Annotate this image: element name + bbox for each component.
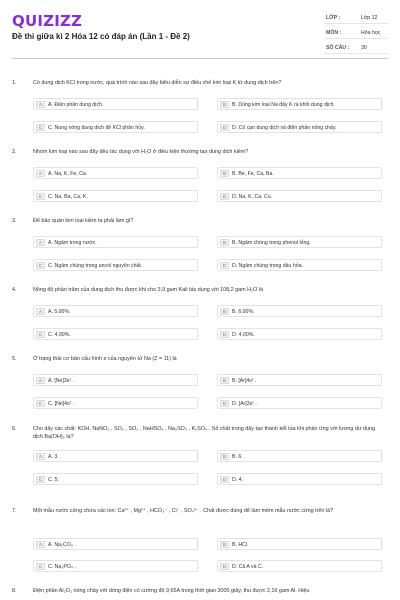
question-text: Cho dãy các chất: KOH, NaNO₃ , SO₂ , SO₃ , NaHSO₄ , Na₂SO₃ , K₂SO₄ . Số chất trong dãy tạo thành kết tủa khi phản ứng với lượng dư dung dịch Ba(OH)₂ là?: [33, 426, 375, 440]
option-text: C. Na₃PO₄ .: [48, 564, 76, 570]
option-letter: C: [36, 193, 45, 200]
option-c[interactable]: [33, 121, 198, 133]
option-b[interactable]: [217, 374, 382, 386]
option-text: D. [Ar]3s¹ .: [232, 401, 257, 407]
meta-row-count: [324, 42, 388, 54]
option-text: B. Be, Fe, Ca, Ba.: [232, 171, 274, 177]
option-d[interactable]: [217, 121, 382, 133]
option-a[interactable]: [33, 305, 198, 317]
option-text: A. 5,00%.: [48, 309, 71, 315]
option-text: D. Ngâm chúng trong dầu hỏa.: [232, 263, 303, 269]
option-text: B. 6,00%.: [232, 309, 255, 315]
option-text: A. Na, K, Fe, Ca.: [48, 171, 88, 177]
meta-key: SỐ CÂU :: [326, 45, 350, 51]
option-c[interactable]: [33, 328, 198, 340]
option-text: A. Điện phân dung dịch.: [48, 102, 104, 108]
option-text: B. 6.: [232, 454, 243, 460]
option-text: D. Cả A và C.: [232, 564, 264, 570]
option-text: C. Ngâm chúng trong ancol nguyên chất.: [48, 263, 143, 269]
question-text: Để bảo quản kim loại kiềm ta phải làm gì?: [33, 218, 134, 224]
option-letter: C: [36, 400, 45, 407]
option-c[interactable]: [33, 259, 198, 271]
option-letter: A: [36, 101, 45, 108]
option-text: B. Ngâm chúng trong phenol lỏng.: [232, 240, 311, 246]
option-b[interactable]: [217, 305, 382, 317]
option-letter: B: [220, 377, 229, 384]
option-d[interactable]: [217, 397, 382, 409]
option-a[interactable]: [33, 98, 198, 110]
meta-row-subject: [324, 27, 388, 39]
option-letter: B: [220, 101, 229, 108]
option-letter: C: [36, 331, 45, 338]
option-letter: D: [220, 476, 229, 483]
option-text: D. Cô cạn dung dịch và điện phân nóng chảy.: [232, 125, 337, 131]
meta-row-class: [324, 12, 388, 24]
option-a[interactable]: [33, 450, 198, 462]
header-divider: [12, 58, 388, 59]
option-b[interactable]: [217, 236, 382, 248]
quizizz-logo: QUIZIZZ: [12, 12, 83, 30]
option-letter: A: [36, 308, 45, 315]
question-number: 4.: [12, 287, 17, 293]
option-letter: A: [36, 541, 45, 548]
option-letter: B: [220, 453, 229, 460]
option-c[interactable]: [33, 560, 198, 572]
option-letter: C: [36, 262, 45, 269]
meta-value: Hóa học: [361, 30, 381, 36]
option-a[interactable]: [33, 167, 198, 179]
question-number: 2.: [12, 149, 17, 155]
question-number: 1.: [12, 80, 17, 86]
question-text: Nồng độ phần trăm của dung dịch thu được khi cho 3,9 gam Kali tác dụng với 108,2 gam H₂O là: [33, 287, 264, 293]
meta-key: MÔN :: [326, 30, 342, 36]
option-text: C. [Ne]4s¹ .: [48, 401, 75, 407]
question-text: Ở trạng thái cơ bản cấu hình e của nguyên tử Na (Z = 11) là: [33, 356, 177, 362]
option-letter: B: [220, 308, 229, 315]
option-text: D. 4,00%.: [232, 332, 255, 338]
option-text: D. 4.: [232, 477, 243, 483]
question-number: 7.: [12, 508, 17, 514]
option-c[interactable]: [33, 397, 198, 409]
option-letter: A: [36, 377, 45, 384]
option-letter: D: [220, 262, 229, 269]
option-text: A. Na₂CO₃ .: [48, 542, 76, 548]
option-a[interactable]: [33, 236, 198, 248]
option-d[interactable]: [217, 328, 382, 340]
option-d[interactable]: [217, 560, 382, 572]
option-text: A. [Ne]3s¹ .: [48, 378, 74, 384]
option-c[interactable]: [33, 190, 198, 202]
option-letter: A: [36, 239, 45, 246]
question-text: Có dung dịch KCl trong nước, quá trình nào sau đây biểu diễn sự điều chế kim loại K từ dung dịch trên?: [33, 80, 282, 86]
option-letter: A: [36, 453, 45, 460]
option-letter: D: [220, 193, 229, 200]
question-text: Nhóm kim loại nào sau đây đều tác dụng với H₂O ở điều kiện thường tạo dung dịch kiềm?: [33, 149, 249, 155]
option-text: C. 5.: [48, 477, 59, 483]
option-text: B. [Ar]4s¹ .: [232, 378, 257, 384]
option-a[interactable]: [33, 374, 198, 386]
option-text: A. 3.: [48, 454, 59, 460]
option-b[interactable]: [217, 538, 382, 550]
option-letter: D: [220, 563, 229, 570]
option-letter: C: [36, 476, 45, 483]
option-letter: C: [36, 124, 45, 131]
option-text: C. 4,99%.: [48, 332, 71, 338]
meta-value: 30: [361, 45, 367, 51]
meta-value: Lớp 12: [361, 15, 378, 21]
option-letter: D: [220, 331, 229, 338]
option-letter: B: [220, 541, 229, 548]
option-d[interactable]: [217, 473, 382, 485]
option-text: D. Na, K, Ca, Cu.: [232, 194, 273, 200]
option-b[interactable]: [217, 167, 382, 179]
question-number: 8.: [12, 588, 17, 594]
option-d[interactable]: [217, 259, 382, 271]
option-text: A. Ngâm trong nước.: [48, 240, 97, 246]
option-text: B. Dùng kim loại Na đẩy K ra khỏi dung dịch.: [232, 102, 335, 108]
question-number: 5.: [12, 356, 17, 362]
option-c[interactable]: [33, 473, 198, 485]
option-letter: B: [220, 239, 229, 246]
page-title: Đề thi giữa kì 2 Hóa 12 có đáp án (Lần 1 - Đề 2): [12, 32, 190, 41]
question-number: 3.: [12, 218, 17, 224]
option-letter: C: [36, 563, 45, 570]
question-text: Một mẫu nước cứng chứa các ion: Ca²⁺ , Mg²⁺ , HCO₃⁻ , Cl⁻ , SO₄²⁻ . Chất được dùng để làm mềm mẫu nước cứng trên là?: [33, 508, 334, 514]
meta-key: LỚP :: [326, 15, 341, 21]
question-text: Điện phân Al₂O₃ nóng chảy với dòng điện có cường độ 9,65A trong thời gian 3000 giây, thu được 2,16 gam Al. Hiệu: [33, 588, 310, 594]
option-letter: A: [36, 170, 45, 177]
option-text: C. Nung nóng dung dịch để KCl phân hủy.: [48, 125, 145, 131]
option-text: B. HCl.: [232, 542, 249, 548]
question-number: 6.: [12, 426, 17, 432]
option-text: C. Na, Ba, Ca, K.: [48, 194, 88, 200]
option-b[interactable]: [217, 98, 382, 110]
option-letter: D: [220, 124, 229, 131]
option-d[interactable]: [217, 190, 382, 202]
option-b[interactable]: [217, 450, 382, 462]
option-letter: B: [220, 170, 229, 177]
option-a[interactable]: [33, 538, 198, 550]
option-letter: D: [220, 400, 229, 407]
